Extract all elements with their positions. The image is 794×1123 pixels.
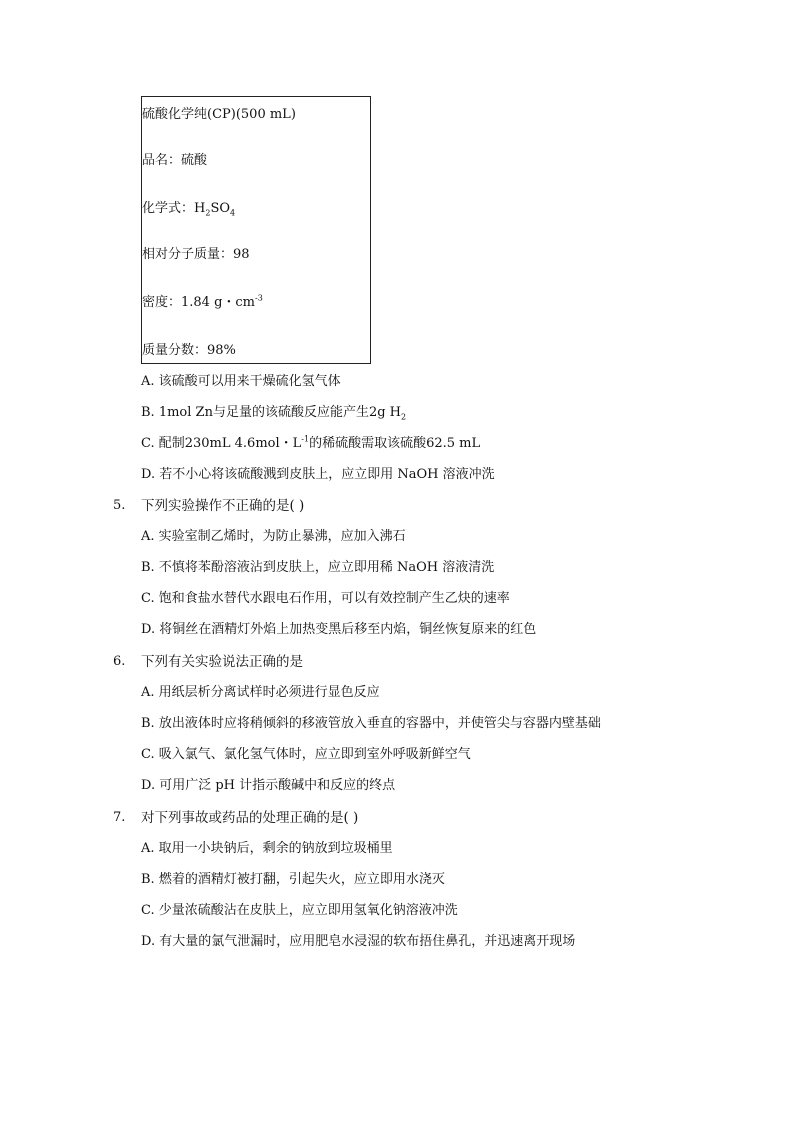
- q5-option-c: C. 饱和食盐水替代水跟电石作用，可以有效控制产生乙炔的速率: [141, 591, 510, 606]
- q6-stem: 下列有关实验说法正确的是: [141, 654, 303, 670]
- q4-option-b-text: B. 1mol Zn与足量的该硫酸反应能产生2g H: [141, 405, 402, 420]
- q7-option-b: B. 燃着的酒精灯被打翻，引起失火，应立即用水浇灭: [141, 872, 445, 887]
- q6-option-c: C. 吸入氯气、氯化氢气体时，应立即到室外呼吸新鲜空气: [141, 747, 471, 762]
- q5-number: 5.: [113, 498, 126, 513]
- label-density: [142, 295, 263, 311]
- label-density-text: 密度：1.84 g・cm: [142, 295, 256, 310]
- q4-option-c: [141, 436, 480, 452]
- q7-option-c: C. 少量浓硫酸沾在皮肤上，应立即用氢氧化钠溶液冲洗: [141, 903, 458, 918]
- label-density-sup: -3: [255, 293, 263, 303]
- q4-option-b: [141, 405, 406, 421]
- q4-option-d: D. 若不小心将该硫酸溅到皮肤上，应立即用 NaOH 溶液冲洗: [141, 467, 495, 482]
- q7-option-d: D. 有大量的氯气泄漏时，应用肥皂水浸湿的软布捂住鼻孔，并迅速离开现场: [141, 934, 576, 949]
- q5-stem: 下列实验操作不正确的是( ): [141, 498, 305, 514]
- label-formula-so: SO: [210, 201, 231, 216]
- q6-option-a: A. 用纸层析分离试样时必须进行显色反应: [141, 685, 380, 700]
- q6-number: 6.: [113, 654, 126, 669]
- reagent-label-box: [141, 96, 371, 364]
- q5-option-a: A. 实验室制乙烯时，为防止暴沸，应加入沸石: [141, 529, 406, 544]
- q7-number: 7.: [113, 810, 126, 825]
- label-formula: [142, 201, 235, 217]
- label-formula-h: H: [194, 201, 206, 216]
- label-formula-prefix: 化学式：: [142, 201, 195, 216]
- q6-option-b: B. 放出液体时应将稍倾斜的移液管放入垂直的容器中，并使管尖与容器内壁基础: [141, 716, 601, 731]
- label-molar-mass: 相对分子质量：98: [142, 247, 250, 262]
- q6-option-d: D. 可用广泛 pH 计指示酸碱中和反应的终点: [141, 778, 396, 793]
- q5-option-d: D. 将铜丝在酒精灯外焰上加热变黑后移至内焰，铜丝恢复原来的红色: [141, 622, 537, 637]
- label-name: 品名：硫酸: [142, 153, 208, 168]
- q4-option-c-pre: C. 配制230mL 4.6mol・L: [141, 436, 302, 451]
- q5-option-b: B. 不慎将苯酚溶液沾到皮肤上，应立即用稀 NaOH 溶液清洗: [141, 560, 495, 575]
- q4-option-b-sub: 2: [401, 412, 407, 422]
- q4-option-c-post: 的稀硫酸需取该硫酸62.5 mL: [309, 436, 481, 451]
- label-mass-fraction: 质量分数：98%: [142, 343, 236, 358]
- q4-option-c-sup: -1: [301, 434, 310, 444]
- label-title: 硫酸化学纯(CP)(500 mL): [142, 107, 296, 122]
- q7-option-a: A. 取用一小块钠后，剩余的钠放到垃圾桶里: [141, 841, 393, 856]
- label-formula-h-sub: 2: [205, 208, 211, 218]
- label-formula-so-sub: 4: [230, 208, 236, 218]
- q7-stem: 对下列事故或药品的处理正确的是( ): [141, 810, 359, 826]
- q4-option-a: A. 该硫酸可以用来干燥硫化氢气体: [141, 374, 341, 389]
